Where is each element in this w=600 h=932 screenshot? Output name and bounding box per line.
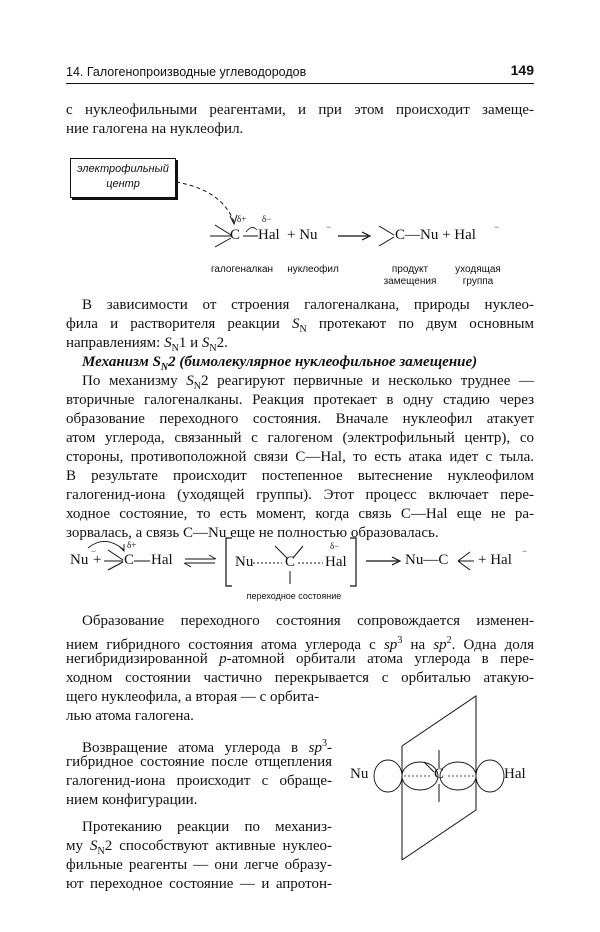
label-nucleophile: нуклеофил (287, 264, 339, 275)
para4-line5: щего нуклеофила, а вторая — с орбита- (66, 689, 320, 705)
ts-delta-minus: δ− (330, 541, 340, 551)
delta-minus: δ− (262, 214, 272, 224)
scheme1-graphics (0, 0, 600, 290)
carbon-atom: C (230, 227, 241, 243)
bracket-right (350, 538, 356, 586)
label-leaving-1: уходящая (455, 264, 501, 275)
plus-nucleophile: + Nu (287, 227, 318, 243)
label-leaving-2: группа (462, 276, 494, 287)
orbital-nu-label: Nu (350, 766, 369, 782)
para1-line1: с нуклеофильными реагентами, и при этом происходит замеще- (66, 102, 534, 118)
product-bond-down (458, 561, 470, 570)
product-bond-upper (379, 226, 394, 235)
nucleophile-charge: − (326, 222, 332, 232)
section-heading: Механизм $S_N2$ (бимолекулярное нуклеофильное замещение) (82, 354, 478, 373)
ts-label: переходное состояние (246, 591, 342, 601)
para6-line4: ют переходное состояние — и апротон- (66, 876, 332, 892)
substitution-product: C—Nu + Hal (395, 227, 476, 243)
para2-line2: фила и растворителя реакции $S_N$ протекают по двум основным (66, 316, 534, 335)
box-line1: электрофильный (77, 163, 169, 175)
product-bond-lower (379, 237, 394, 246)
para5-line4: нием конфигурации. (66, 792, 198, 808)
chapter-title: 14. Галогенопроизводные углеводородов (66, 65, 307, 79)
para4-line1: Образование переходного состояния сопровождается изменен- (82, 613, 534, 629)
nucleophile-charge-2: − (91, 546, 97, 556)
para5-line3: галогенид-иона происходит с обраще- (66, 773, 332, 789)
bond-lower-left-2 (108, 562, 123, 570)
para6-line3: фильные реагенты — они легче образу- (66, 857, 332, 873)
label-product (378, 264, 442, 288)
delta-plus: δ+ (237, 214, 247, 224)
halogen-atom-2: Hal (151, 552, 173, 568)
halide-charge: − (494, 222, 500, 232)
halogen-atom: Hal (258, 227, 280, 243)
bond-upper-left-2 (108, 550, 123, 560)
para3-line7: галогенид-иона (уходящей группы). Этот процесс включает пере- (66, 487, 534, 503)
page-number: 149 (510, 62, 534, 78)
para4-line6: лью атома галогена. (66, 708, 194, 724)
para6-line1: Протеканию реакции по механиз- (82, 819, 332, 835)
orbital-c-label: C (434, 766, 445, 782)
plus-sign-2: + (93, 552, 102, 568)
dashed-pointer-arrow (176, 182, 234, 222)
para4-line4: ходном состоянии частично перекрывается с орбиталью атакую- (66, 670, 534, 686)
label-product-2: замещения (383, 276, 437, 287)
label-product-1: продукт (391, 264, 429, 275)
label-haloalkane: галогеналкан (210, 264, 274, 275)
ts-nucleophile: Nu (235, 554, 254, 570)
ts-carbon: C (285, 554, 296, 570)
bond-upper-left (215, 225, 231, 235)
product-nu-c: Nu—C (405, 552, 449, 568)
para3-line1: По механизму $S_N2$ реагируют первичные и несколько труднее — (82, 373, 535, 392)
box-line2: центр (106, 178, 140, 190)
hal-orbital (476, 760, 504, 792)
para3-line3: образование переходного состояния. Вначале нуклеофил атакует (66, 411, 534, 427)
bond-curved-arrow (246, 227, 257, 232)
halide-charge-2: − (522, 546, 528, 556)
nucleophile-2: Nu (70, 552, 89, 568)
para6-line2: му $S_N2$ способствуют активные нуклео- (66, 838, 332, 857)
para2-line1: В зависимости от строения галогеналкана, природы нуклео- (82, 297, 534, 313)
bond-lower-left (215, 238, 231, 247)
para1-line2: ние галогена на нуклеофил. (66, 121, 244, 137)
para3-line9: зорвалась, а связь C—Nu еще не полностью образовалась. (66, 525, 439, 541)
label-leaving-group (448, 264, 508, 288)
plus-halide: + Hal (478, 552, 512, 568)
para3-line2: вторичные галогеналканы. Реакция протекает в одну стадию через (66, 392, 534, 408)
para5-line2: гибридное состояние после отщепления (66, 754, 332, 770)
product-bond-up (458, 552, 470, 561)
para3-line5: стороны, противоположной связи C—Hal, то есть атака идет с тыла. (66, 449, 534, 465)
para3-line4: атом углерода, связанный с галогеном (электрофильный центр), со (66, 430, 534, 446)
para4-line2: нием гибридного состояния атома углерода с $sp^3$ на $sp^2$. Одна доля (66, 635, 534, 653)
para3-line8: ходное состояние, то есть момент, когда связь C—Hal еще не ра- (66, 506, 534, 522)
orbital-hal-label: Hal (504, 766, 526, 782)
nu-orbital (374, 760, 402, 792)
carbon-atom-2: C (124, 552, 135, 568)
bracket-left (226, 538, 232, 586)
para5-line1: Возвращение атома углерода в $sp^3-$ (82, 738, 332, 756)
para2-line3: направлениям: $S_N1$ и $S_N2$. (66, 335, 228, 354)
delta-plus-2: δ+ (127, 540, 137, 550)
para3-line6: В результате происходит постепенное вытеснение нуклеофилом (66, 468, 534, 484)
ts-halogen: Hal (325, 554, 347, 570)
para4-line3: негибридизированной p-атомной орбитали атома углерода в пере- (66, 651, 534, 667)
